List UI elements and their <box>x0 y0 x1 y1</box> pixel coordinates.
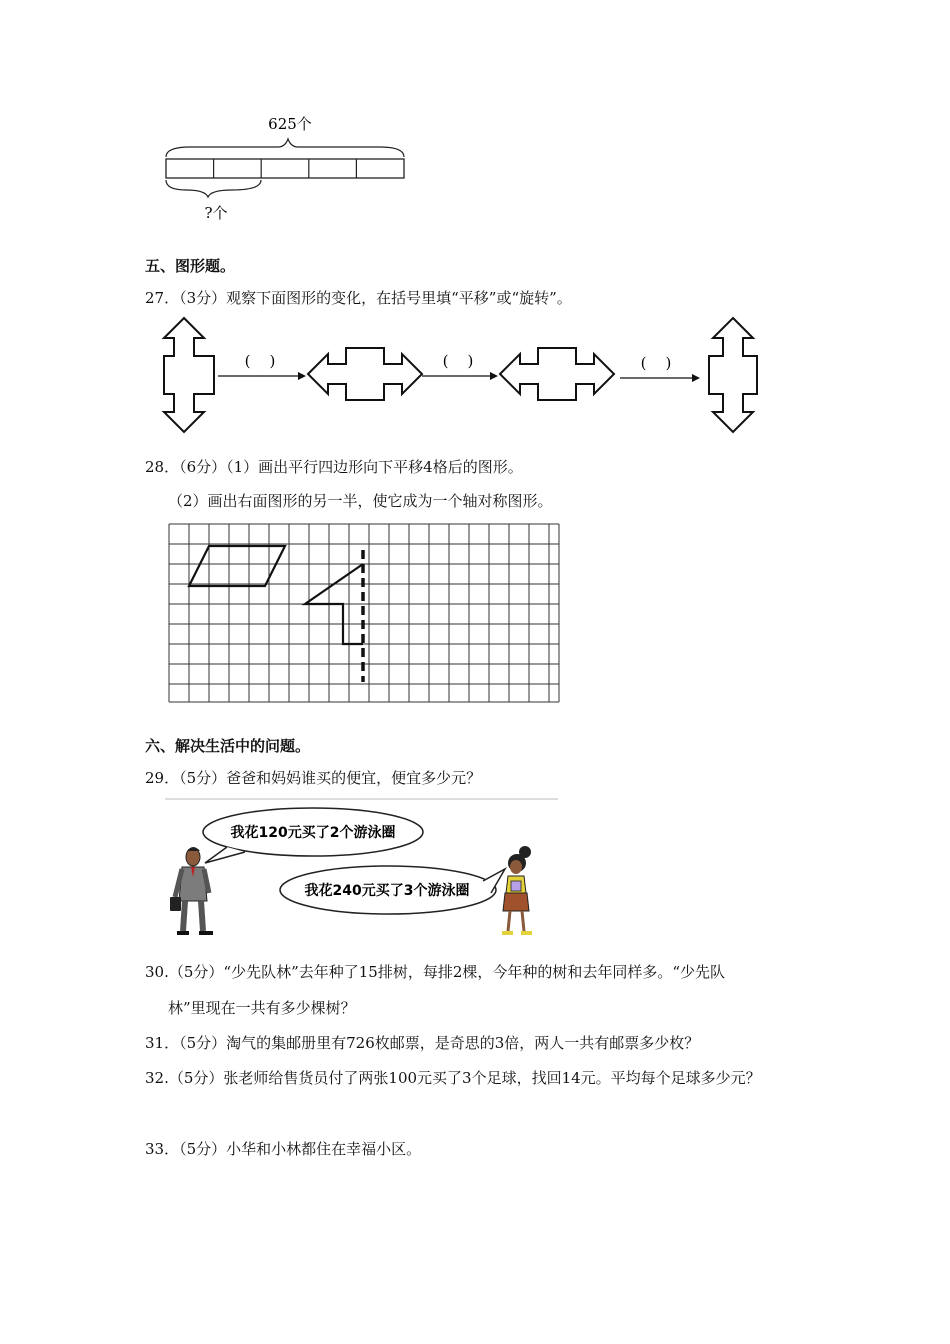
question-27: 27．（3分）观察下面图形的变化，在括号里填“平移”或“旋转”。 <box>145 289 572 307</box>
answer-blank-3[interactable]: ( ) <box>640 354 672 372</box>
bar-outline <box>166 159 404 178</box>
section-title-5: 五、图形题。 <box>145 257 236 275</box>
part-brace <box>166 180 261 197</box>
bar-diagram <box>150 105 420 230</box>
parallelogram <box>189 546 285 586</box>
q29-illustration <box>165 797 560 945</box>
question-31: 31．（5分）淘气的集邮册里有726枚邮票，是奇思的3倍，两人一共有邮票多少枚？ <box>145 1034 700 1052</box>
question-30-line2: 林”里现在一共有多少棵树？ <box>168 999 356 1017</box>
mom-speech-text: 我花240元买了3个游泳圈 <box>304 883 470 899</box>
question-33: 33．（5分）小华和小林都住在幸福小区。 <box>145 1140 422 1158</box>
question-30-line1: 30.（5分）“少先队林”去年种了15排树，每排2棵，今年种的树和去年同样多。“少先队 <box>145 963 726 981</box>
transformation-figures <box>160 312 770 437</box>
question-29: 29．（5分）爸爸和妈妈谁买的便宜，便宜多少元？ <box>145 769 482 787</box>
total-label: 625个 <box>268 115 312 133</box>
figure-4 <box>709 318 757 432</box>
answer-blank-2[interactable]: ( ) <box>442 352 474 370</box>
drawing-grid[interactable] <box>165 520 565 710</box>
total-brace <box>166 139 404 157</box>
figure-2 <box>308 348 422 400</box>
question-32: 32.（5分）张老师给售货员付了两张100元买了3个足球，找回14元。平均每个足球多少元？ <box>145 1069 761 1087</box>
answer-blank-1[interactable]: ( ) <box>244 352 276 370</box>
question-28-part2: （2）画出右面图形的另一半，使它成为一个轴对称图形。 <box>168 492 553 510</box>
figure-3 <box>500 348 614 400</box>
mom-figure <box>502 846 532 933</box>
section-title-6: 六、解决生活中的问题。 <box>145 737 311 755</box>
dad-figure <box>170 847 213 933</box>
question-28-part1: 28．（6分）（1）画出平行四边形向下平移4格后的图形。 <box>145 458 523 476</box>
part-label: ?个 <box>204 204 228 222</box>
dad-speech-text: 我花120元买了2个游泳圈 <box>230 825 396 841</box>
figure-1 <box>164 318 214 432</box>
